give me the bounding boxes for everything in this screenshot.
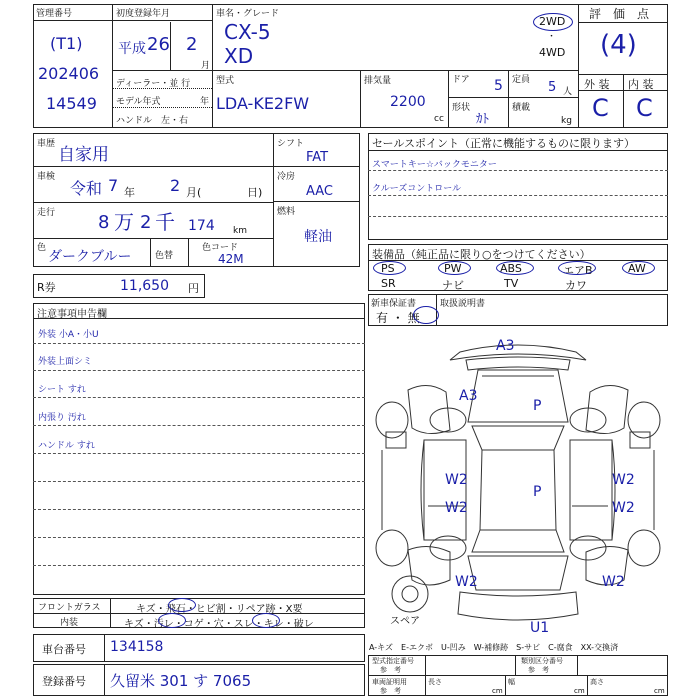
ext-grade-label: 外 装 — [584, 78, 610, 91]
damage-mark-w2-right-2: W2 — [612, 500, 635, 516]
interior-stain-circle — [158, 613, 186, 628]
capacity-label: 定員 — [512, 75, 531, 85]
equipment-header: 装備品（純正品に限り○をつけてください） — [372, 248, 591, 261]
damage-mark-p-roof: P — [533, 484, 542, 500]
spare-label: スペア — [390, 616, 420, 627]
equip-navi: ナビ — [442, 279, 464, 292]
equip-aw: AW — [628, 262, 646, 275]
color-code-label: 色コード — [202, 243, 239, 253]
warranty-label: 新車保証書 — [371, 299, 417, 309]
capacity-unit: 人 — [563, 87, 573, 97]
note-3: シート すれ — [38, 385, 86, 395]
height-unit: cm — [654, 687, 665, 695]
history-label: 車歴 — [37, 139, 56, 149]
shaken-label: 車検 — [37, 172, 56, 182]
model-year-label: モデル年式 — [116, 97, 161, 107]
width-unit: cm — [574, 687, 585, 695]
color-label: 色 — [37, 243, 47, 253]
mileage-sen-unit: 千 — [155, 210, 175, 234]
car-name: CX-5 — [224, 20, 271, 44]
fuel-label: 燃料 — [277, 207, 296, 217]
interior-value: キズ・汚レ・コゲ・穴・スレ・キレ・破レ — [124, 619, 314, 630]
first-reg-month-unit: 月 — [201, 61, 211, 71]
shaken-day-unit: 日) — [247, 186, 263, 199]
color-code-value: 42M — [218, 252, 244, 266]
recycle-value: 11,650 — [120, 278, 169, 294]
shaken-era: 令和 — [70, 179, 103, 198]
model-code-label: 型式 — [216, 76, 235, 86]
kanri-number-2: 202406 — [38, 64, 100, 83]
int-grade-value: C — [636, 94, 653, 122]
shaken-month: 2 — [170, 176, 181, 195]
damage-legend: A-キズ E-エクボ U-凹み W-補修跡 S-サビ C-腐食 XX-交換済 — [369, 643, 619, 652]
history-value: 自家用 — [58, 145, 109, 165]
front-glass-chip-circle — [168, 598, 196, 612]
damage-mark-a3-front: A3 — [496, 338, 515, 354]
recycle-unit: 円 — [188, 282, 199, 295]
shape-label: 形状 — [452, 103, 471, 113]
capacity-value: 5 — [548, 80, 557, 95]
equip-abs: ABS — [500, 262, 522, 275]
equip-pw: PW — [444, 262, 462, 275]
model-code: LDA-KE2FW — [216, 94, 310, 113]
damage-mark-u1: U1 — [530, 620, 550, 636]
note-1: 外装 小A・小U — [38, 330, 99, 340]
equip-airbag-circle — [558, 261, 596, 275]
equip-aw-circle — [622, 261, 655, 275]
door-label: ドア — [452, 75, 470, 85]
equip-abs-circle — [496, 261, 534, 275]
kanri-label: 管理番号 — [36, 9, 73, 19]
height-label: 高さ — [590, 678, 604, 686]
front-glass-label: フロントガラス — [38, 603, 101, 613]
damage-mark-p-hood: P — [533, 398, 542, 414]
shaken-month-unit: 月( — [186, 186, 202, 199]
mileage-rest: 174 — [188, 218, 215, 234]
note-5: ハンドル すれ — [38, 441, 95, 451]
type-number-sub: 参 考 — [380, 666, 401, 674]
model-year-unit: 年 — [200, 97, 210, 107]
shift-label: シフト — [277, 139, 305, 149]
load-unit: kg — [561, 116, 572, 126]
car-name-label: 車名・グレード — [216, 9, 280, 19]
fuel-value: 軽油 — [304, 229, 332, 245]
shaken-year-unit: 年 — [124, 186, 135, 199]
plate-value: 久留米 301 す 7065 — [110, 672, 252, 690]
selling-point-1: スマートキー☆バックモニター — [372, 160, 497, 170]
car-grade: XD — [224, 44, 254, 68]
mileage-sen: 2 — [140, 212, 152, 233]
equip-ps: PS — [381, 262, 395, 275]
shaken-year: 7 — [108, 176, 119, 195]
score-value: (4) — [600, 30, 637, 60]
plate-label: 登録番号 — [42, 675, 86, 688]
damage-mark-w2-rear-right: W2 — [602, 574, 625, 590]
damage-mark-a3-left: A3 — [459, 388, 478, 404]
kanri-number-1: (T1) — [50, 34, 83, 53]
cert-sub: 参 考 — [380, 687, 401, 695]
first-reg-year: 26 — [147, 34, 170, 55]
int-grade-label: 内 装 — [628, 78, 654, 91]
interior-wear-circle — [252, 613, 280, 628]
length-unit: cm — [492, 687, 503, 695]
mileage-man: 8 — [98, 212, 110, 233]
type-number-label: 型式指定番号 — [372, 657, 414, 665]
drive-4wd: 4WD — [539, 46, 566, 59]
color-change-label: 色替 — [155, 251, 174, 261]
recycle-box — [33, 274, 205, 298]
mileage-km-unit: km — [233, 226, 247, 236]
damage-mark-w2-left-2: W2 — [445, 500, 468, 516]
equip-pw-circle — [438, 261, 471, 275]
damage-mark-w2-right-1: W2 — [612, 472, 635, 488]
color-value: ダークブルー — [48, 249, 132, 265]
notes-header: 注意事項申告欄 — [37, 309, 107, 320]
dealer-label: ディーラー・並 行 — [116, 79, 191, 89]
equip-leather: カワ — [565, 279, 587, 292]
damage-mark-w2-rear-left: W2 — [455, 574, 478, 590]
ac-label: 冷房 — [277, 172, 296, 182]
equip-tv: TV — [504, 277, 519, 290]
recycle-label: R券 — [37, 281, 56, 294]
score-label: 評 価 点 — [589, 7, 650, 21]
width-label: 幅 — [508, 678, 515, 686]
mileage-man-unit: 万 — [114, 210, 134, 234]
length-label: 長さ — [428, 678, 442, 686]
load-label: 積載 — [512, 103, 531, 113]
displacement-label: 排気量 — [364, 76, 392, 86]
drive-dot: ・ — [547, 32, 557, 42]
kanri-number-3: 14549 — [46, 94, 97, 113]
selling-points-header: セールスポイント（正常に機能するものに限ります） — [372, 137, 636, 150]
mileage-label: 走行 — [37, 208, 56, 218]
first-reg-label: 初度登録年月 — [116, 9, 171, 19]
shift-value: FAT — [306, 150, 329, 165]
car-damage-diagram — [368, 330, 668, 640]
drive-2wd: 2WD — [539, 15, 566, 28]
chassis-value: 134158 — [110, 639, 164, 655]
class-number-sub: 参 考 — [528, 666, 549, 674]
warranty-value: 有 ・ 無 — [376, 311, 420, 325]
ext-grade-value: C — [592, 94, 609, 122]
displacement-value: 2200 — [390, 94, 426, 110]
door-value: 5 — [494, 78, 503, 94]
ac-value: AAC — [306, 184, 333, 199]
cert-label: 車両証明用 — [372, 678, 407, 686]
note-4: 内張り 汚れ — [38, 413, 86, 423]
equip-sr: SR — [381, 277, 396, 290]
front-glass-value: キズ・飛石・ヒビ割・リペア跡・X要 — [136, 604, 303, 615]
handle-label: ハンドル 左・右 — [116, 116, 189, 126]
chassis-label: 車台番号 — [42, 643, 86, 656]
equip-airbag: エアB — [563, 264, 593, 277]
handbook-label: 取扱説明書 — [440, 299, 486, 309]
first-reg-era: 平成 — [118, 41, 146, 57]
first-reg-month: 2 — [186, 34, 198, 55]
class-number-label: 類別区分番号 — [521, 657, 563, 665]
shape-value: ｶﾄ — [476, 112, 489, 127]
warranty-none-circle — [413, 306, 439, 324]
interior-label: 内装 — [60, 618, 79, 628]
note-2: 外装上面シミ — [38, 357, 93, 367]
displacement-unit: cc — [434, 114, 444, 124]
damage-mark-w2-left-1: W2 — [445, 472, 468, 488]
selling-point-2: クルーズコントロール — [372, 184, 462, 194]
equip-ps-circle — [373, 261, 406, 275]
